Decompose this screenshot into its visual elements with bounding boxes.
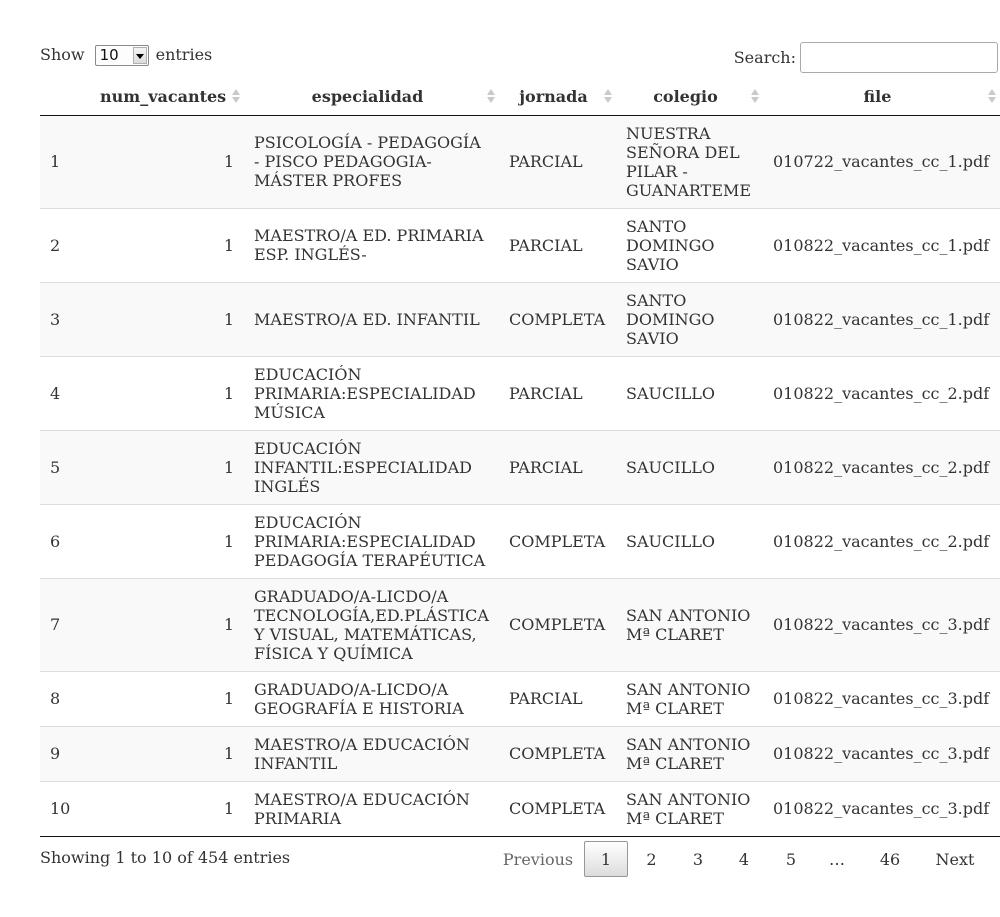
cell-num-vacantes: 1 bbox=[90, 671, 244, 726]
cell-jornada: COMPLETA bbox=[499, 282, 616, 356]
table-row bbox=[40, 781, 1000, 836]
cell-jornada: PARCIAL bbox=[499, 671, 616, 726]
column-header-jornada[interactable] bbox=[499, 78, 616, 115]
cell-colegio: SAUCILLO bbox=[616, 504, 763, 578]
column-header-especialidad[interactable] bbox=[244, 78, 499, 115]
cell-jornada: COMPLETA bbox=[499, 781, 616, 836]
cell-jornada: COMPLETA bbox=[499, 578, 616, 671]
table-row bbox=[40, 578, 1000, 671]
pagination bbox=[492, 841, 989, 877]
cell-file: 010722_vacantes_cc_1.pdf bbox=[763, 115, 1000, 208]
column-header-index bbox=[40, 78, 90, 115]
sort-icon bbox=[751, 89, 759, 103]
cell-num-vacantes: 1 bbox=[90, 726, 244, 781]
cell-colegio: SAN ANTONIO Mª CLARET bbox=[616, 578, 763, 671]
pagination-ellipsis: … bbox=[829, 850, 845, 869]
cell-jornada: PARCIAL bbox=[499, 430, 616, 504]
cell-especialidad: MAESTRO/A EDUCACIÓN PRIMARIA bbox=[244, 781, 499, 836]
cell-file: 010822_vacantes_cc_1.pdf bbox=[763, 282, 1000, 356]
cell-file: 010822_vacantes_cc_2.pdf bbox=[763, 356, 1000, 430]
sort-icon bbox=[988, 89, 996, 103]
sort-icon bbox=[604, 89, 612, 103]
table-row bbox=[40, 208, 1000, 282]
cell-num-vacantes: 1 bbox=[90, 208, 244, 282]
cell-especialidad: EDUCACIÓN PRIMARIA:ESPECIALIDAD PEDAGOGÍA TERAPÉUTICA bbox=[244, 504, 499, 578]
cell-especialidad: GRADUADO/A-LICDO/A GEOGRAFÍA E HISTORIA bbox=[244, 671, 499, 726]
cell-jornada: COMPLETA bbox=[499, 504, 616, 578]
cell-colegio: NUESTRA SEÑORA DEL PILAR - GUANARTEME bbox=[616, 115, 763, 208]
table-row bbox=[40, 671, 1000, 726]
cell-index: 4 bbox=[40, 356, 90, 430]
cell-file: 010822_vacantes_cc_3.pdf bbox=[763, 578, 1000, 671]
column-header-label: colegio bbox=[653, 86, 718, 106]
column-header-label: especialidad bbox=[311, 86, 424, 106]
cell-jornada: PARCIAL bbox=[499, 208, 616, 282]
sort-icon bbox=[232, 89, 240, 103]
cell-index: 7 bbox=[40, 578, 90, 671]
cell-file: 010822_vacantes_cc_3.pdf bbox=[763, 781, 1000, 836]
search-input[interactable] bbox=[800, 42, 998, 73]
cell-index: 5 bbox=[40, 430, 90, 504]
cell-colegio: SAN ANTONIO Mª CLARET bbox=[616, 726, 763, 781]
cell-especialidad: EDUCACIÓN INFANTIL:ESPECIALIDAD INGLÉS bbox=[244, 430, 499, 504]
cell-especialidad: MAESTRO/A EDUCACIÓN INFANTIL bbox=[244, 726, 499, 781]
cell-especialidad: MAESTRO/A ED. INFANTIL bbox=[244, 282, 499, 356]
cell-colegio: SAUCILLO bbox=[616, 356, 763, 430]
page-button-5[interactable]: 5 bbox=[785, 850, 797, 869]
cell-file: 010822_vacantes_cc_2.pdf bbox=[763, 504, 1000, 578]
entries-per-page-value: 10 bbox=[99, 46, 119, 64]
length-control bbox=[40, 44, 212, 66]
show-label: Show bbox=[40, 45, 85, 64]
sort-icon bbox=[487, 89, 495, 103]
cell-jornada: PARCIAL bbox=[499, 356, 616, 430]
cell-colegio: SAUCILLO bbox=[616, 430, 763, 504]
next-button[interactable]: Next bbox=[935, 850, 975, 869]
cell-especialidad: EDUCACIÓN PRIMARIA:ESPECIALIDAD MÚSICA bbox=[244, 356, 499, 430]
cell-num-vacantes: 1 bbox=[90, 578, 244, 671]
column-header-colegio[interactable] bbox=[616, 78, 763, 115]
table-row bbox=[40, 430, 1000, 504]
page-button-4[interactable]: 4 bbox=[738, 850, 750, 869]
column-header-file[interactable] bbox=[763, 78, 1000, 115]
data-table bbox=[40, 78, 1000, 837]
page-button-1[interactable]: 1 bbox=[584, 841, 628, 877]
entries-per-page-select[interactable] bbox=[95, 45, 149, 66]
cell-num-vacantes: 1 bbox=[90, 282, 244, 356]
cell-colegio: SAN ANTONIO Mª CLARET bbox=[616, 781, 763, 836]
page-button-2[interactable]: 2 bbox=[646, 850, 657, 869]
cell-num-vacantes: 1 bbox=[90, 356, 244, 430]
table-row bbox=[40, 356, 1000, 430]
entries-label: entries bbox=[155, 45, 213, 64]
column-header-label: jornada bbox=[519, 86, 588, 106]
cell-num-vacantes: 1 bbox=[90, 504, 244, 578]
cell-index: 10 bbox=[40, 781, 90, 836]
cell-num-vacantes: 1 bbox=[90, 430, 244, 504]
cell-especialidad: MAESTRO/A ED. PRIMARIA ESP. INGLÉS- bbox=[244, 208, 499, 282]
cell-colegio: SAN ANTONIO Mª CLARET bbox=[616, 671, 763, 726]
cell-num-vacantes: 1 bbox=[90, 781, 244, 836]
cell-colegio: SANTO DOMINGO SAVIO bbox=[616, 282, 763, 356]
cell-index: 6 bbox=[40, 504, 90, 578]
cell-index: 2 bbox=[40, 208, 90, 282]
cell-index: 8 bbox=[40, 671, 90, 726]
cell-jornada: PARCIAL bbox=[499, 115, 616, 208]
cell-especialidad: GRADUADO/A-LICDO/A TECNOLOGÍA,ED.PLÁSTICA Y VISUAL, MATEMÁTICAS, FÍSICA Y QUÍMICA bbox=[244, 578, 499, 671]
column-header-num-vacantes[interactable] bbox=[90, 78, 244, 115]
cell-index: 9 bbox=[40, 726, 90, 781]
cell-index: 3 bbox=[40, 282, 90, 356]
header-row bbox=[40, 78, 1000, 115]
cell-num-vacantes: 1 bbox=[90, 115, 244, 208]
table-row bbox=[40, 115, 1000, 208]
page-button-3[interactable]: 3 bbox=[692, 850, 704, 869]
table-row bbox=[40, 726, 1000, 781]
search-filter bbox=[734, 42, 998, 73]
cell-file: 010822_vacantes_cc_2.pdf bbox=[763, 430, 1000, 504]
cell-file: 010822_vacantes_cc_3.pdf bbox=[763, 671, 1000, 726]
cell-file: 010822_vacantes_cc_3.pdf bbox=[763, 726, 1000, 781]
cell-index: 1 bbox=[40, 115, 90, 208]
column-header-label: num_vacantes bbox=[100, 86, 227, 106]
table-row bbox=[40, 282, 1000, 356]
column-header-label: file bbox=[863, 86, 892, 106]
table-row bbox=[40, 504, 1000, 578]
cell-colegio: SANTO DOMINGO SAVIO bbox=[616, 208, 763, 282]
table-info: Showing 1 to 10 of 454 entries bbox=[40, 848, 291, 867]
search-label: Search: bbox=[733, 48, 796, 67]
cell-file: 010822_vacantes_cc_1.pdf bbox=[763, 208, 1000, 282]
page-button-46[interactable]: 46 bbox=[879, 850, 901, 869]
previous-button[interactable]: Previous bbox=[502, 850, 574, 869]
cell-especialidad: PSICOLOGÍA - PEDAGOGÍA - PISCO PEDAGOGIA- MÁSTER PROFES bbox=[244, 115, 499, 208]
cell-jornada: COMPLETA bbox=[499, 726, 616, 781]
chevron-down-icon[interactable] bbox=[133, 47, 147, 64]
